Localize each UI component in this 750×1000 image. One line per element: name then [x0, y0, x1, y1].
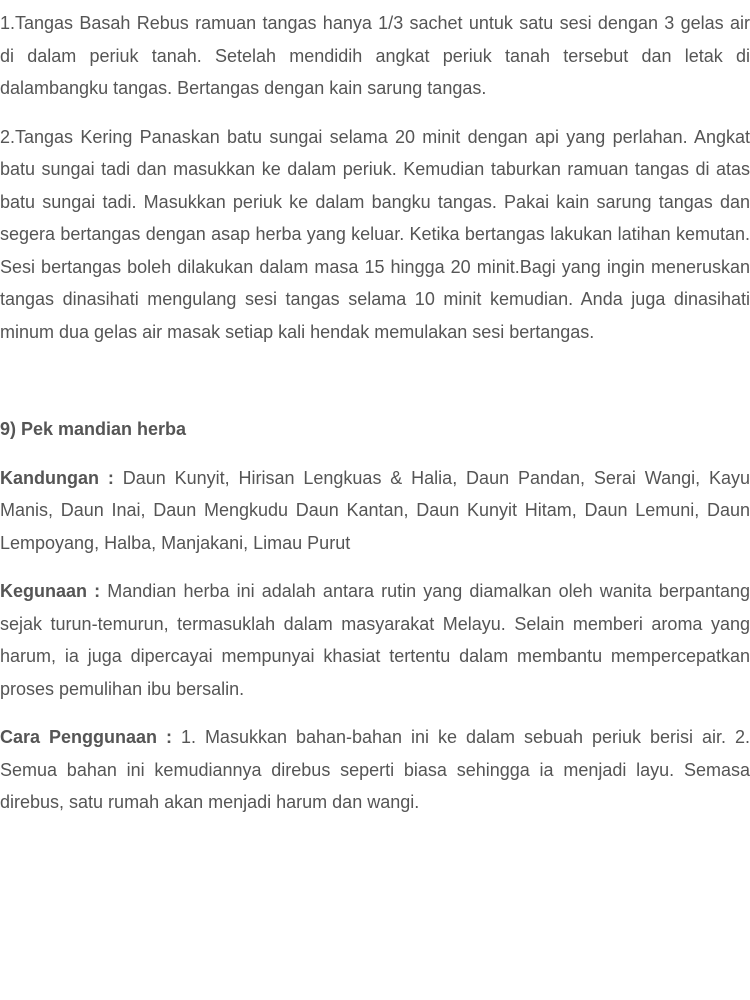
- paragraph-tangas-basah: 1.Tangas Basah Rebus ramuan tangas hanya 1/3 sachet untuk satu sesi dengan 3 gelas air di dalam periuk tanah. Setelah mendidih angkat periuk tanah tersebut dan letak di dalambangku tangas. Bertangas dengan kain sarung tangas.: [0, 13, 750, 98]
- paragraph-kandungan: [0, 462, 750, 560]
- kandungan-label: Kandungan :: [0, 467, 114, 488]
- cara-penggunaan-label: Cara Penggunaan :: [0, 727, 172, 747]
- paragraph-tangas-kering: 2.Tangas Kering Panaskan batu sungai selama 20 minit dengan api yang perlahan. Angkat batu sungai tadi dan masukkan ke dalam periuk. Kemudian taburkan ramuan tangas di atas batu sungai tadi. Masukkan periuk ke dalam bangku tangas. Pakai kain sarung tangas dan segera bertangas dengan asap herba yang keluar. Ketika bertangas lakukan latihan kemutan. Sesi bertangas boleh dilakukan dalam masa 15 hingga 20 minit.Bagi yang ingin meneruskan tangas dinasihati mengulang sesi tangas selama 10 minit kemudian. Anda juga dinasihati minum dua gelas air masak setiap kali hendak memulakan sesi bertangas.: [0, 126, 750, 342]
- paragraph-kegunaan: [0, 575, 750, 705]
- paragraph-cara-penggunaan: [0, 721, 750, 819]
- kegunaan-text: Mandian herba ini adalah antara rutin yang diamalkan oleh wanita berpantang sejak turun-temurun, termasuklah dalam masyarakat Melayu. Selain memberi aroma yang harum, ia juga dipercayai mempunyai khasiat tertentu dalam membantu mempercepatkan proses pemulihan ibu bersalin.: [0, 581, 750, 699]
- kandungan-text: Daun Kunyit, Hirisan Lengkuas & Halia, Daun Pandan, Serai Wangi, Kayu Manis, Daun Inai, Daun Mengkudu Daun Kantan, Daun Kunyit Hitam, Daun Lemuni, Daun Lempoyang, Halba, Manjakani, Limau Purut: [0, 467, 750, 553]
- kegunaan-label: Kegunaan :: [0, 581, 101, 601]
- cara-penggunaan-text: 1. Masukkan bahan-bahan ini ke dalam sebuah periuk berisi air. 2. Semua bahan ini kemudiannya direbus seperti biasa sehingga ia menjadi layu. Semasa direbus, satu rumah akan menjadi harum dan wangi.: [0, 727, 750, 812]
- section-spacer: [0, 364, 750, 413]
- section-heading: 9) Pek mandian herba: [0, 419, 187, 439]
